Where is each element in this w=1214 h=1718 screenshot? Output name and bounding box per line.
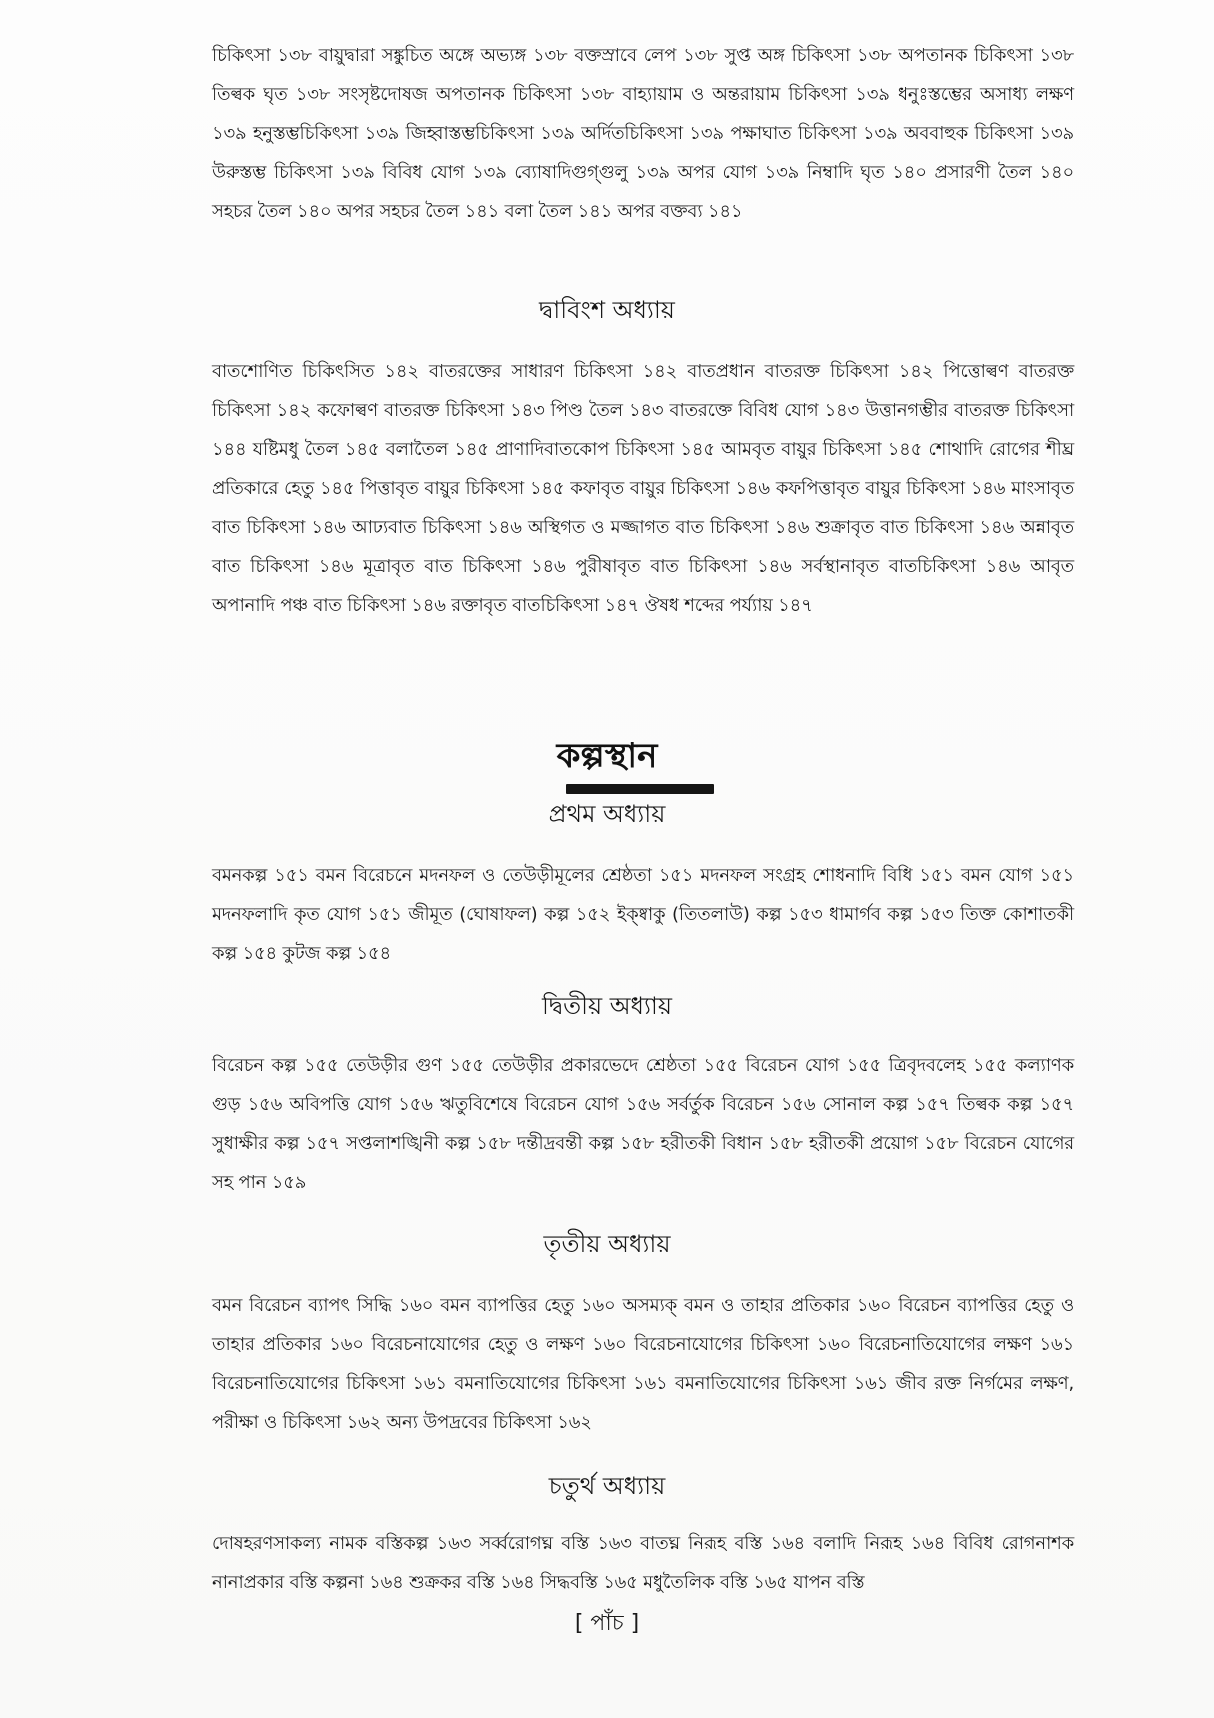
chapter-heading-1: প্রথম অধ্যায়	[548, 800, 666, 828]
chapter-heading-4: চতুর্থ অধ্যায়	[548, 1472, 666, 1500]
chapter-heading-3: তৃতীয় অধ্যায়	[543, 1230, 671, 1258]
page-number: [ পাঁচ ]	[574, 1611, 640, 1636]
chapter-22-contents: বাতশোণিত চিকিৎসিত ১৪২ বাতরক্তের সাধারণ চিকিৎসা ১৪২ বাতপ্রধান বাতরক্ত চিকিৎসা ১৪২ পিত্তোল্বণ বাতরক্ত চিকিৎসা ১৪২ কফোল্বণ বাতরক্ত চিকিৎসা ১৪৩ পিণ্ড তৈল ১৪৩ বাতরক্তে বিবিধ যোগ ১৪৩ উত্তানগম্ভীর বাতরক্ত চিকিৎসা ১৪৪ যষ্টিমধু তৈল ১৪৫ বলাতৈল ১৪৫ প্রাণাদিবাতকোপ চিকিৎসা ১৪৫ আমবৃত বায়ুর চিকিৎসা ১৪৫ শোথাদি রোগের শীঘ্র প্রতিকারে হেতু ১৪৫ পিত্তাবৃত বায়ুর চিকিৎসা ১৪৫ কফাবৃত বায়ুর চিকিৎসা ১৪৬ কফপিত্তাবৃত বায়ুর চিকিৎসা ১৪৬ মাংসাবৃত বাত চিকিৎসা ১৪৬ আঢ্যবাত চিকিৎসা ১৪৬ অস্থিগত ও মজ্জাগত বাত চিকিৎসা ১৪৬ শুক্রাবৃত বাত চিকিৎসা ১৪৬ অন্নাবৃত বাত চিকিৎসা ১৪৬ মূত্রাবৃত বাত চিকিৎসা ১৪৬ পুরীষাবৃত বাত চিকিৎসা ১৪৬ সর্বস্থানাবৃত বাতচিকিৎসা ১৪৬ আবৃত অপানাদি পঞ্চ বাত চিকিৎসা ১৪৬ রক্তাবৃত বাতচিকিৎসা ১৪৭ ঔষধ শব্দের পর্য্যায় ১৪৭	[212, 361, 1074, 616]
chapter-heading-22: দ্বাবিংশ অধ্যায়	[539, 296, 675, 324]
chapter-2-contents: বিরেচন কল্প ১৫৫ তেউড়ীর গুণ ১৫৫ তেউড়ীর প্রকারভেদে শ্রেষ্ঠতা ১৫৫ বিরেচন যোগ ১৫৫ ত্রিবৃদবলেহ ১৫৫ কল্যাণক গুড় ১৫৬ অবিপত্তি যোগ ১৫৬ ঋতুবিশেষে বিরেচন যোগ ১৫৬ সর্বর্তুক বিরেচন ১৫৬ সোনাল কল্প ১৫৭ তিল্বক কল্প ১৫৭ সুধাক্ষীর কল্প ১৫৭ সপ্তলাশঙ্খিনী কল্প ১৫৮ দন্তীদ্রবন্তী কল্প ১৫৮ হরীতকী বিধান ১৫৮ হরীতকী প্রয়োগ ১৫৮ বিরেচন যোগের সহ পান ১৫৯	[212, 1055, 1074, 1193]
chapter-1-contents: বমনকল্প ১৫১ বমন বিরেচনে মদনফল ও তেউড়ীমূলের শ্রেষ্ঠতা ১৫১ মদনফল সংগ্রহ শোধনাদি বিধি ১৫১ বমন যোগ ১৫১ মদনফলাদি কৃত যোগ ১৫১ জীমূত (ঘোষাফল) কল্প ১৫২ ইক্ষ্বাকু (তিতলাউ) কল্প ১৫৩ ধামার্গব কল্প ১৫৩ তিক্ত কোশাতকী কল্প ১৫৪ কুটজ কল্প ১৫৪	[212, 865, 1074, 964]
toc-continuation-paragraph: চিকিৎসা ১৩৮ বায়ুদ্বারা সঙ্কুচিত অঙ্গে অভ্যঙ্গ ১৩৮ বক্তস্রাবে লেপ ১৩৮ সুপ্ত অঙ্গ চিকিৎসা ১৩৮ অপতানক চিকিৎসা ১৩৮ তিল্বক ঘৃত ১৩৮ সংসৃষ্টদোষজ অপতানক চিকিৎসা ১৩৮ বাহ্যায়াম ও অন্তরায়াম চিকিৎসা ১৩৯ ধনুঃস্তম্ভের অসাধ্য লক্ষণ ১৩৯ হনুস্তম্ভচিকিৎসা ১৩৯ জিহ্বাস্তম্ভচিকিৎসা ১৩৯ অর্দিতচিকিৎসা ১৩৯ পক্ষাঘাত চিকিৎসা ১৩৯ অববাহুক চিকিৎসা ১৩৯ উরুস্তম্ভ চিকিৎসা ১৩৯ বিবিধ যোগ ১৩৯ ব্যোষাদিগুগ্গুলু ১৩৯ অপর যোগ ১৩৯ নিম্বাদি ঘৃত ১৪০ প্রসারণী তৈল ১৪০ সহচর তৈল ১৪০ অপর সহচর তৈল ১৪১ বলা তৈল ১৪১ অপর বক্তব্য ১৪১	[212, 45, 1074, 222]
chapter-4-contents: দোষহরণসাকল্য নামক বস্তিকল্প ১৬৩ সর্ব্বরোগঘ্ন বস্তি ১৬৩ বাতঘ্ন নিরূহ বস্তি ১৬৪ বলাদি নিরূহ ১৬৪ বিবিধ রোগনাশক নানাপ্রকার বস্তি কল্পনা ১৬৪ শুক্রকর বস্তি ১৬৪ সিদ্ধবস্তি ১৬৫ মধুতৈলিক বস্তি ১৬৫ যাপন বস্তি	[212, 1533, 1074, 1593]
part-title-kalpasthana: কল্পস্থান	[556, 736, 658, 776]
chapter-heading-2: দ্বিতীয় অধ্যায়	[541, 992, 673, 1020]
chapter-3-contents: বমন বিরেচন ব্যাপৎ সিদ্ধি ১৬০ বমন ব্যাপত্তির হেতু ১৬০ অসম্যক্ বমন ও তাহার প্রতিকার ১৬০ বিরেচন ব্যাপত্তির হেতু ও তাহার প্রতিকার ১৬০ বিরেচনাযোগের হেতু ও লক্ষণ ১৬০ বিরেচনাযোগের চিকিৎসা ১৬০ বিরেচনাতিযোগের লক্ষণ ১৬১ বিরেচনাতিযোগের চিকিৎসা ১৬১ বমনাতিযোগের চিকিৎসা ১৬১ বমনাতিযোগের চিকিৎসা ১৬১ জীব রক্ত নির্গমের লক্ষণ, পরীক্ষা ও চিকিৎসা ১৬২ অন্য উপদ্রবের চিকিৎসা ১৬২	[212, 1295, 1074, 1433]
ornamental-rule	[566, 784, 714, 794]
